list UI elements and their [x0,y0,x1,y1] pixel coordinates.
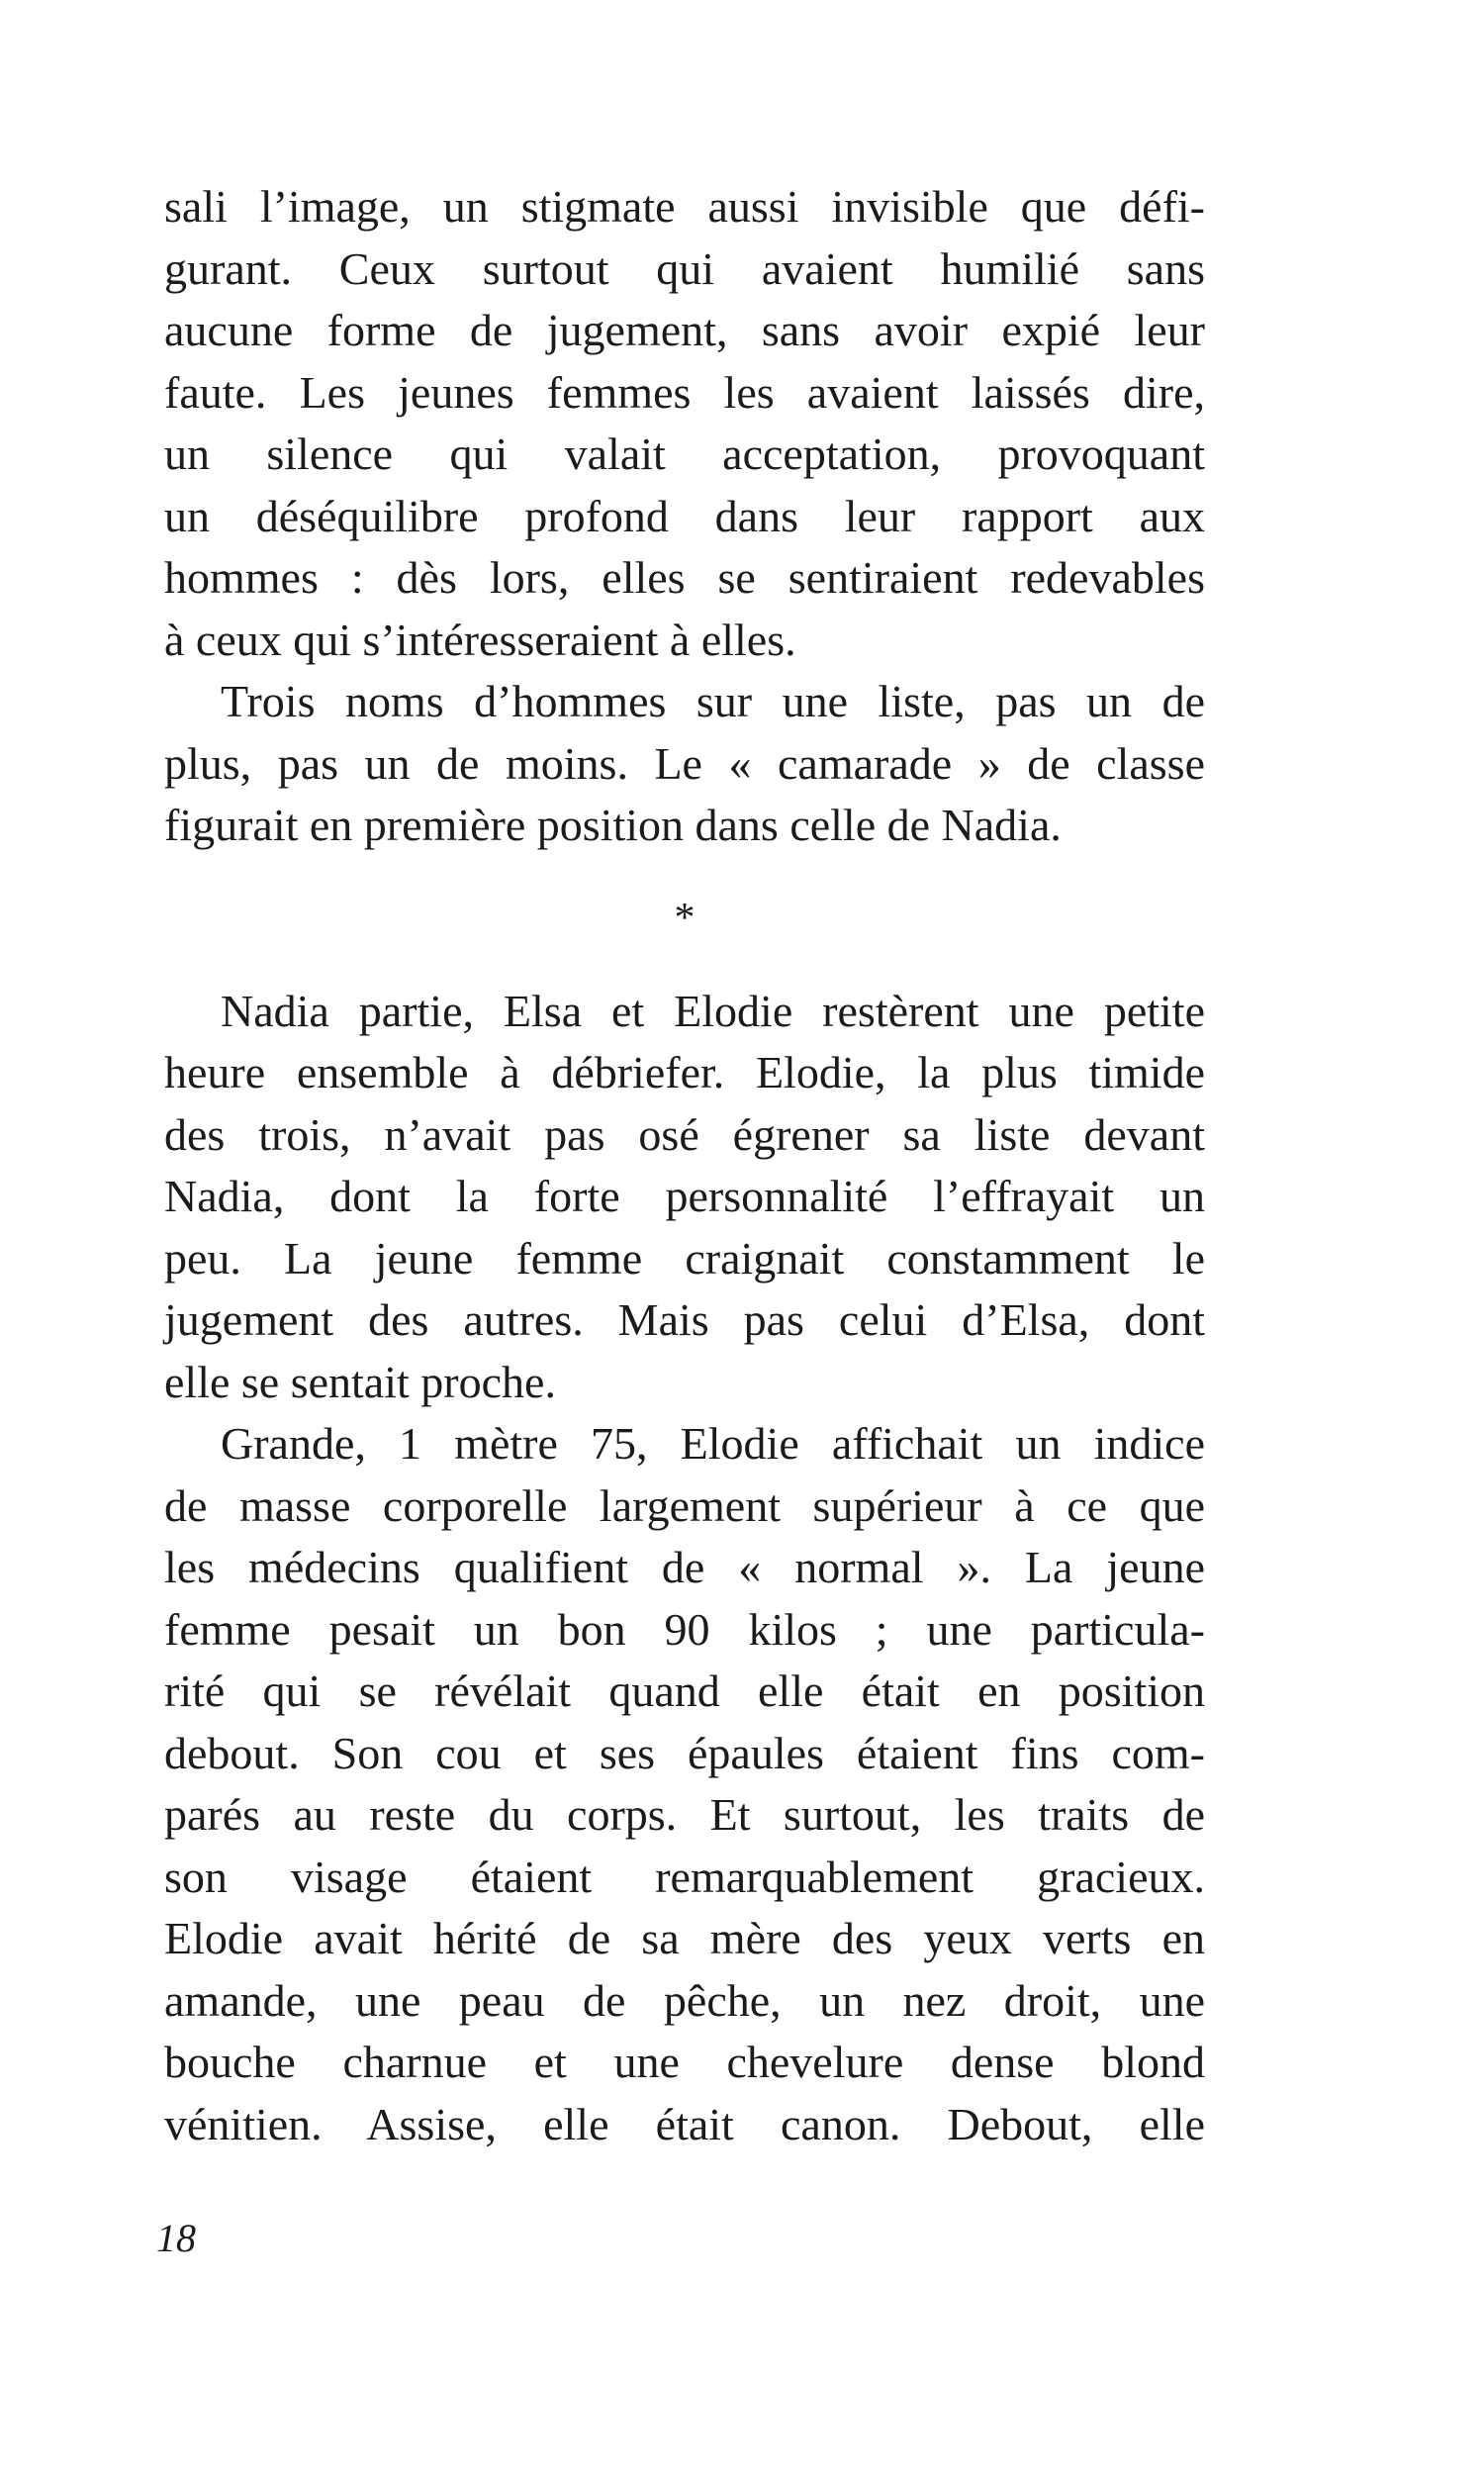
text-line: vénitien. Assise, elle était canon. Debout, elle [164,2098,1205,2149]
text-line: les médecins qualifient de « normal ». La jeune [164,1542,1205,1592]
paragraph [164,981,1205,1414]
asterisk-glyph: * [674,895,696,941]
text-line: hommes : dès lors, elles se sentiraient redevables [164,552,1205,603]
text-line: Nadia partie, Elsa et Elodie restèrent une petite [221,985,1205,1036]
text-line: à ceux qui s’intéresseraient à elles. [164,614,796,665]
text-line: jugement des autres. Mais pas celui d’Elsa, dont [164,1294,1205,1345]
text-line: sali l’image, un stigmate aussi invisible que défi- [164,181,1205,232]
text-line: heure ensemble à débriefer. Elodie, la plus timide [164,1047,1205,1097]
text-line: Elodie avait hérité de sa mère des yeux verts en [164,1913,1205,1963]
text-line: Nadia, dont la forte personnalité l’effrayait un [164,1171,1205,1221]
text-block [164,0,1205,2155]
text-line: amande, une peau de pêche, un nez droit, une [164,1974,1205,2026]
text-line: gurant. Ceux surtout qui avaient humilié sans [164,242,1205,294]
text-line: son visage étaient remarquablement gracieux. [164,1851,1205,1902]
paragraph [164,1413,1205,2155]
text-line: faute. Les jeunes femmes les avaient laissés dire, [164,366,1205,418]
text-line: parés au reste du corps. Et surtout, les traits de [164,1789,1205,1840]
text-line: un silence qui valait acceptation, provoquant [164,428,1205,479]
text-line: debout. Son cou et ses épaules étaient fins com- [164,1727,1205,1778]
paragraph [164,176,1205,671]
text-line: de masse corporelle largement supérieur à ce que [164,1479,1205,1531]
text-line: Grande, 1 mètre 75, Elodie affichait un indice [221,1418,1205,1469]
text-line: plus, pas un de moins. Le « camarade » de classe [164,737,1205,789]
text-line: peu. La jeune femme craignait constamment le [164,1232,1205,1284]
text-line: rité qui se révélait quand elle était en position [164,1665,1205,1716]
text-line: bouche charnue et une chevelure dense blond [164,2037,1205,2087]
page-number: 18 [156,2216,196,2260]
text-line: elle se sentait proche. [164,1356,556,1407]
paragraph [164,671,1205,857]
text-line: des trois, n’avait pas osé égrener sa liste devant [164,1108,1205,1160]
section-separator [164,857,1205,981]
text-line: figurait en première position dans celle de Nadia. [164,800,1062,850]
text-line: un déséquilibre profond dans leur rapport aux [164,490,1205,541]
text-line: aucune forme de jugement, sans avoir expié leur [164,305,1205,355]
text-line: Trois noms d’hommes sur une liste, pas un de [221,676,1205,726]
text-line: femme pesait un bon 90 kilos ; une particula- [164,1603,1205,1655]
